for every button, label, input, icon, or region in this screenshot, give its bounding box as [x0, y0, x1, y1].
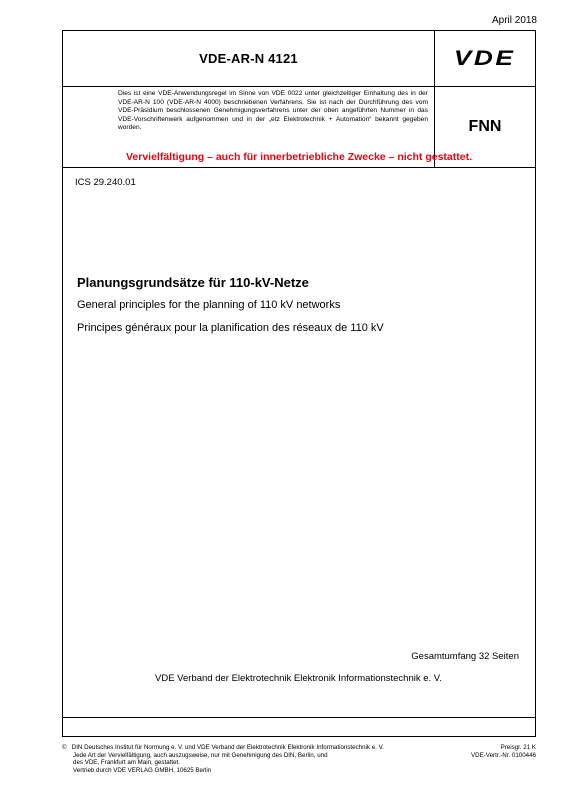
vde-logo: VDE [454, 46, 516, 70]
copyright-block [62, 744, 422, 774]
committee-label: FNN [468, 118, 502, 135]
title-english: General principles for the planning of 110 kV networks [77, 299, 341, 311]
application-rule-note: Dies ist eine VDE-Anwendungsregel im Sinne von VDE 0022 unter gleichzeitiger Einhaltung des in der VDE-AR-N 100 (VDE-AR-N 4000) beschriebenen Verfahrens. Sie ist nach der Durchführung des vom VDE-Präsidium beschlossenen Genehmigungsverfahrens unter der oben angeführten Nummer in das VDE-Vorschriftenwerk aufgenommen und in der „etz Elektrotechnik + Automation“ bekannt gegeben worden. [118, 90, 428, 132]
copyright-line-2: Jede Art der Vervielfältigung, auch auszugsweise, nur mit Genehmigung des DIN, Berlin, und [73, 751, 328, 759]
total-pages: Gesamtumfang 32 Seiten [411, 651, 519, 662]
ics-code: ICS 29.240.01 [75, 177, 136, 188]
copyright-line-3: des VDE, Frankfurt am Main, gestattet. [73, 759, 180, 767]
title-french: Principes généraux pour la planification des réseaux de 110 kV [77, 322, 384, 334]
order-info [471, 744, 536, 759]
divider [63, 717, 535, 718]
order-number: VDE-Vertr.-Nr. 0100446 [471, 751, 536, 759]
publisher: VDE Verband der Elektrotechnik Elektronik Informationstechnik e. V. [155, 673, 442, 684]
distribution-note: Vertrieb durch VDE VERLAG GMBH, 10625 Berlin [73, 766, 212, 774]
standard-code-cell [63, 31, 435, 87]
price-group: Preisgr. 21 K [500, 744, 536, 751]
copyright-icon: © [62, 744, 67, 751]
cover-frame [62, 30, 536, 737]
title-german: Planungsgrundsätze für 110-kV-Netze [77, 275, 309, 290]
publication-date: April 2018 [491, 15, 537, 26]
copyright-line-1: DIN Deutsches Institut für Normung e. V. und VDE Verband der Elektrotechnik Elektronik Informationstechnik e. V. [71, 744, 384, 751]
reproduction-notice: Vervielfältigung – auch für innerbetriebliche Zwecke – nicht gestattet. [125, 151, 472, 163]
standard-code: VDE-AR-N 4121 [199, 51, 298, 66]
logo-cell [435, 31, 535, 87]
